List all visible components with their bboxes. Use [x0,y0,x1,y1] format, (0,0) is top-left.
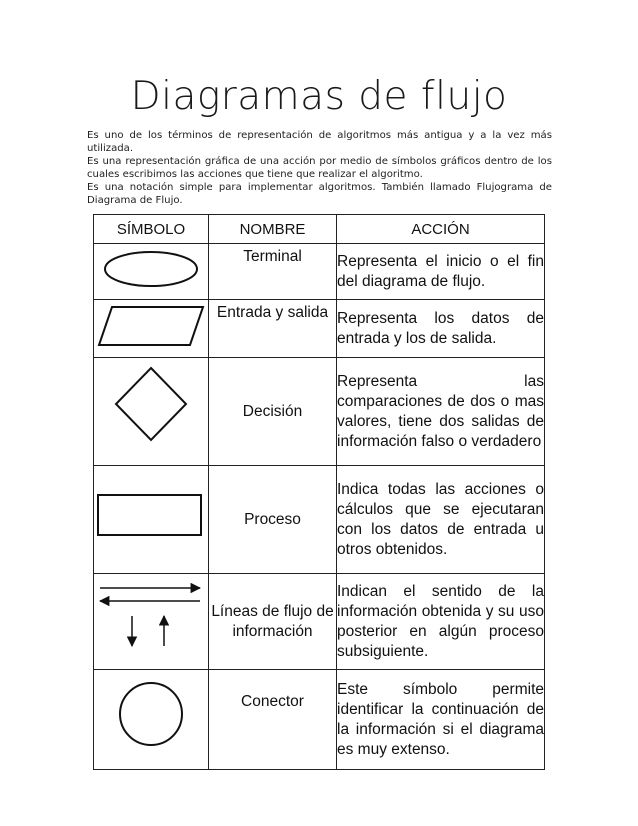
header-nombre: NOMBRE [209,215,337,244]
page-title: Diagramas de flujo [130,74,508,119]
decision-diamond-icon [94,358,208,460]
table-row [94,670,545,770]
symbol-cell [94,244,209,300]
symbol-cell [94,574,209,670]
symbol-cell [94,670,209,770]
symbol-action: Indica todas las acciones o cálculos que se ejecutaran con los datos de entrada u otros obtenidos. [337,466,545,574]
header-simbolo: SÍMBOLO [94,215,209,244]
symbol-name: Líneas de flujo de información [209,574,337,670]
symbol-name: Proceso [209,466,337,574]
symbol-action: Indican el sentido de la información obtenida y su uso posterior en algún proceso subsiguiente. [337,574,545,670]
symbol-name: Entrada y salida [209,300,337,358]
symbol-cell [94,466,209,574]
flow-arrows-icon [94,574,208,664]
symbol-action: Este símbolo permite identificar la continuación de la información si el diagrama es muy extenso. [337,670,545,770]
symbol-action: Representa las comparaciones de dos o mas valores, tiene dos salidas de información falso o verdadero [337,358,545,466]
symbol-action: Representa los datos de entrada y los de salida. [337,300,545,358]
table-row [94,358,545,466]
table-header-row [94,215,545,244]
symbol-action: Representa el inicio o el fin del diagrama de flujo. [337,244,545,300]
terminal-ellipse-icon [94,244,208,294]
table-row [94,300,545,358]
symbol-name: Terminal [209,244,337,300]
symbol-cell [94,358,209,466]
table-row [94,574,545,670]
connector-circle-icon [94,670,208,764]
symbol-name: Conector [209,670,337,770]
symbol-name: Decisión [209,358,337,466]
symbol-cell [94,300,209,358]
header-accion: ACCIÓN [337,215,545,244]
table-row [94,244,545,300]
intro-paragraph: Es una representación gráfica de una acción por medio de símbolos gráficos dentro de los cuales escribimos las acciones que tiene que realizar el algoritmo. [87,156,552,180]
process-rectangle-icon [94,466,208,568]
symbols-table [93,214,545,770]
intro-text [87,129,552,207]
intro-paragraph: Es una notación simple para implementar algoritmos. También llamado Flujograma de Diagrama de Flujo. [87,182,552,206]
intro-paragraph: Es uno de los términos de representación de algoritmos más antigua y a la vez más utilizada. [87,130,552,154]
table-row [94,466,545,574]
input-output-parallelogram-icon [94,300,208,352]
